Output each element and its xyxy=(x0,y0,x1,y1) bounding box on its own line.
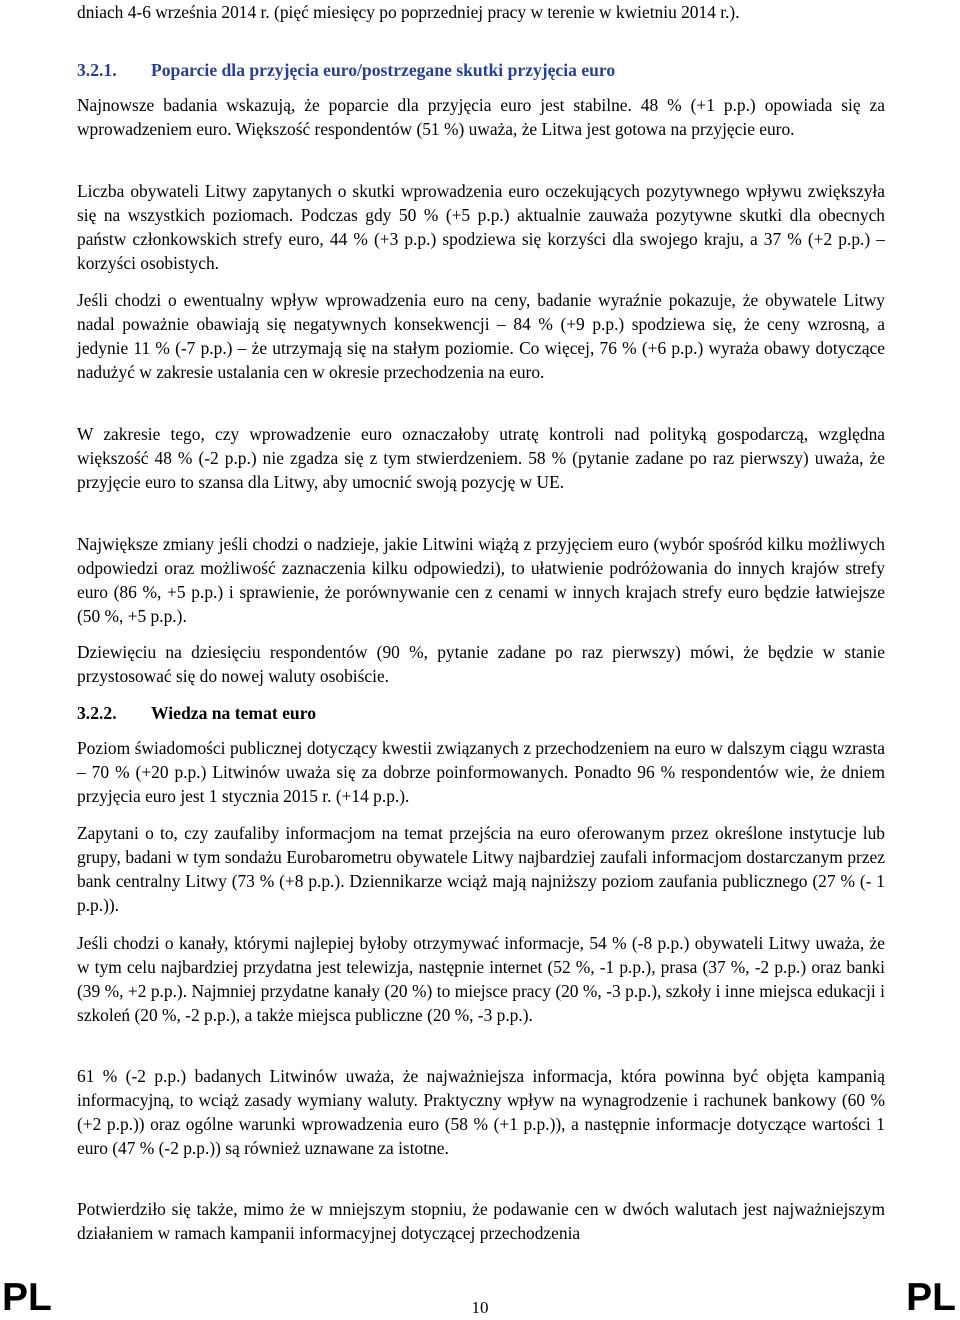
paragraph-text: Najnowsze badania wskazują, że poparcie dla przyjęcia euro jest stabilne. 48 % (+1 p.p.) opowiada się za wprowadzeniem euro. Większość respondentów (51 %) uważa, że Litwa jest gotowa na przyjęcie euro. xyxy=(77,95,885,139)
paragraph-economic-policy: W zakresie tego, czy wprowadzenie euro oznaczałoby utratę kontroli nad polityką gospodarczą, względna większość 48 % (-2 p.p.) nie zgadza się z tym stwierdzeniem. 58 % (pytanie zadane po raz pierwszy) uważa, że przyjęcie euro to szansa dla Litwy, aby umocnić swoją pozycję w UE. xyxy=(77,424,885,492)
paragraph-channels: Jeśli chodzi o kanały, którymi najlepiej byłoby otrzymywać informacje, 54 % (-8 p.p.) obywateli Litwy uważa, że w tym celu najbardziej przydatna jest telewizja, następnie internet (52 %, -1 p.p.), prasa (37 %, -2 p.p.) oraz banki (39 %, +2 p.p.). Najmniej przydatne kanały (20 %) to miejsce pracy (20 %, -3 p.p.), szkoły i inne miejsca edukacji i szkoleń (20 %, -2 p.p.), a także miejsca publiczne (20 %, -3 p.p.). xyxy=(77,933,885,1025)
page-number: 10 xyxy=(471,1298,489,1317)
paragraph-hopes: Największe zmiany jeśli chodzi o nadzieje, jakie Litwini wiążą z przyjęciem euro (wybór spośród kilku możliwych odpowiedzi oraz możliwość zaznaczenia kilku odpowiedzi), to ułatwienie podróżowania do innych krajów strefy euro (86 %, +5 p.p.) i sprawienie, że porównywanie cen z cenami w innych krajach strefy euro będzie łatwiejsze (50 %, +5 p.p.). xyxy=(77,534,885,626)
section-title: Poparcie dla przyjęcia euro/postrzegane skutki przyjęcia euro xyxy=(151,60,616,80)
paragraph-support-stable xyxy=(77,93,885,141)
section-number: 3.2.2. xyxy=(77,703,117,723)
section-heading-3-2-2 xyxy=(77,701,885,725)
paragraph-positive-effects: Liczba obywateli Litwy zapytanych o skutki wprowadzenia euro oczekujących pozytywnego wpływu zwiększyła się na wszystkich poziomach. Podczas gdy 50 % (+5 p.p.) aktualnie zauważa pozytywne skutki dla obecnych państw członkowskich strefy euro, 44 % (+3 p.p.) spodziewa się korzyści dla swojego kraju, a 37 % (+2 p.p.) – korzyści osobistych. xyxy=(77,181,885,273)
paragraph-trust: Zapytani o to, czy zaufaliby informacjom na temat przejścia na euro oferowanym przez określone instytucje lub grupy, badani w tym sondażu Eurobarometru obywatele Litwy najbardziej zaufali informacjom dostarczanym przez bank centralny Litwy (73 % (+8 p.p.). Dziennikarze wciąż mają najniższy poziom zaufania publicznego (27 % (- 1 p.p.)). xyxy=(77,823,885,915)
paragraph-adaptation: Dziewięciu na dziesięciu respondentów (90 %, pytanie zadane po raz pierwszy) mówi, że będzie w stanie przystosować się do nowej waluty osobiście. xyxy=(77,642,885,686)
paragraph-prices: Jeśli chodzi o ewentualny wpływ wprowadzenia euro na ceny, badanie wyraźnie pokazuje, że obywatele Litwy nadal poważnie obawiają się negatywnych konsekwencji – 84 % (+9 p.p.) spodziewa się, że ceny wzrosną, a jedynie 11 % (-7 p.p.) – że utrzymają się na stałym poziomie. Co więcej, 76 % (+6 p.p.) wyraża obawy dotyczące nadużyć w zakresie ustalania cen w okresie przechodzenia na euro. xyxy=(77,290,885,382)
footer-language-right: PL xyxy=(906,1276,956,1319)
paragraph-dual-prices: Potwierdziło się także, mimo że w mniejszym stopniu, że podawanie cen w dwóch walutach jest najważniejszym działaniem w ramach kampanii informacyjnej dotyczącej przechodzenia xyxy=(77,1199,885,1243)
footer-language-left: PL xyxy=(2,1276,52,1319)
paragraph-campaign-info: 61 % (-2 p.p.) badanych Litwinów uważa, że najważniejsza informacja, która powinna być objęta kampanią informacyjną, to wciąż zasady wymiany waluty. Praktyczny wpływ na wynagrodzenie i rachunek bankowy (60 % (+2 p.p.)) oraz ogólne warunki wprowadzenia euro (58 % (+1 p.p.)), a następnie informacje dotyczące wartości 1 euro (47 % (-2 p.p.)) są również uznawane za istotne. xyxy=(77,1066,885,1158)
intro-paragraph: dniach 4-6 września 2014 r. (pięć miesięcy po poprzedniej pracy w terenie w kwietniu 2014 r.). xyxy=(77,2,740,22)
paragraph-awareness: Poziom świadomości publicznej dotyczący kwestii związanych z przechodzeniem na euro w dalszym ciągu wzrasta – 70 % (+20 p.p.) Litwinów uważa się za dobrze poinformowanych. Ponadto 96 % respondentów wie, że dniem przyjęcia euro jest 1 stycznia 2015 r. (+14 p.p.). xyxy=(77,738,885,806)
section-number: 3.2.1. xyxy=(77,60,117,80)
section-heading-3-2-1 xyxy=(77,58,885,82)
section-title: Wiedza na temat euro xyxy=(151,703,317,723)
